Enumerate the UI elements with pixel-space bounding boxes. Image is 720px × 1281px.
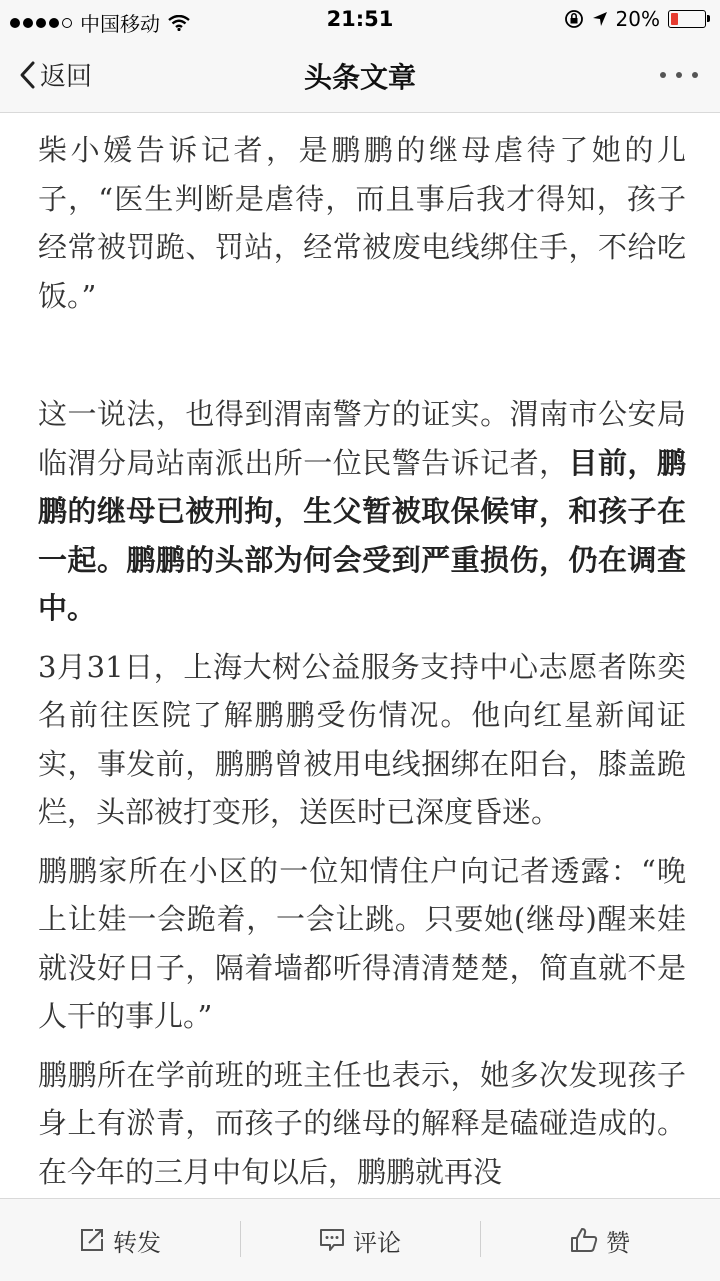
article-paragraph: 鹏鹏所在学前班的班主任也表示，她多次发现孩子身上有淤青，而孩子的继母的解释是磕碰造成的。在今年的三月中旬以后，鹏鹏就再没 bbox=[38, 1057, 686, 1189]
article-paragraph bbox=[38, 390, 686, 633]
status-time: 21:51 bbox=[326, 7, 394, 31]
carrier-name: 中国移动 bbox=[80, 12, 160, 36]
battery-percent: 20% bbox=[615, 7, 660, 31]
share-icon bbox=[79, 1227, 105, 1253]
rotation-lock-icon bbox=[564, 9, 584, 29]
like-button[interactable] bbox=[480, 1199, 720, 1281]
comment-label: 评论 bbox=[353, 1228, 401, 1257]
comment-icon bbox=[319, 1228, 345, 1252]
battery-icon bbox=[668, 10, 706, 28]
back-label: 返回 bbox=[40, 62, 93, 92]
article-paragraph: 鹏鹏家所在小区的一位知情住户向记者透露：“晚上让娃一会跪着，一会让跳。只要她(继母)醒来娃就没好日子，隔着墙都听得清清楚楚，简直就不是人干的事儿。” bbox=[38, 853, 686, 1033]
navigation-bar bbox=[0, 40, 720, 113]
comment-button[interactable] bbox=[240, 1199, 480, 1281]
bottom-toolbar bbox=[0, 1198, 720, 1281]
article-content bbox=[38, 112, 686, 1198]
share-button[interactable] bbox=[0, 1199, 240, 1281]
more-options-icon[interactable] bbox=[660, 72, 698, 78]
article-paragraph: 柴小媛告诉记者，是鹏鹏的继母虐待了她的儿子，“医生判断是虐待，而且事后我才得知，孩子经常被罚跪、罚站，经常被废电线绑住手，不给吃饭。” bbox=[38, 133, 686, 313]
share-label: 转发 bbox=[113, 1228, 161, 1257]
article-paragraph: 3月31日，上海大树公益服务支持中心志愿者陈奕名前往医院了解鹏鹏受伤情况。他向红星新闻证实，事发前，鹏鹏曾被用电线捆绑在阳台，膝盖跪烂，头部被打变形，送医时已深度昏迷。 bbox=[38, 649, 686, 829]
location-arrow-icon bbox=[592, 11, 608, 27]
thumbs-up-icon bbox=[570, 1227, 598, 1253]
paragraph-text: 这一说法，也得到渭南警方的证实。渭南市公安局临渭分局站南派出所一位民警告诉记者， bbox=[38, 397, 686, 480]
status-bar bbox=[0, 0, 720, 40]
battery-level bbox=[671, 13, 678, 25]
page-title: 头条文章 bbox=[303, 61, 416, 94]
like-label: 赞 bbox=[606, 1228, 630, 1257]
bold-highlight-text: 目前，鹏鹏的继母已被刑拘，生父暂被取保候审，和孩子在一起。鹏鹏的头部为何会受到严重损伤，仍在调查中。 bbox=[38, 445, 686, 625]
status-right bbox=[564, 7, 706, 31]
